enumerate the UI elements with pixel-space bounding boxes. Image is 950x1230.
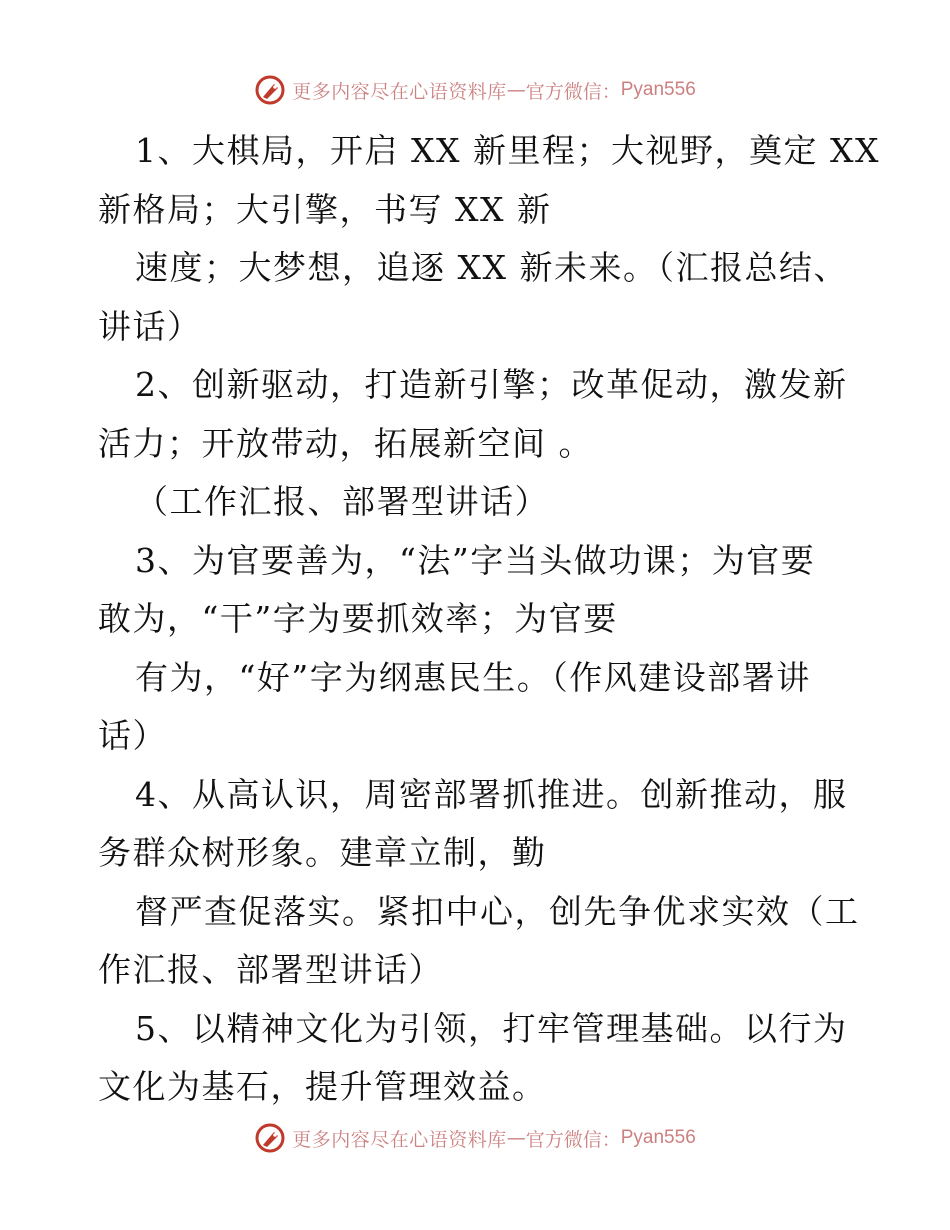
text-line: 4、从高认识，周密部署抓推进。创新推动，服 [135,774,848,814]
text-line: 3、为官要善为，“法”字当头做功课；为官要 [135,540,816,580]
text-line: 作汇报、部署型讲话） [98,950,443,989]
text-line: 话） [98,716,167,755]
text-line: 新格局；大引擎，书写 XX 新 [98,189,552,229]
text-line: 督严查促落实。紧扣中心，创先争优求实效（工 [135,891,860,931]
text-line: 活力；开放带动，拓展新空间 。 [98,423,593,463]
text-line: 1、大棋局，开启 XX 新里程；大视野，奠定 XX [135,131,880,170]
banner-separator: — [506,79,526,101]
banner-slogan: 更多内容尽在心语资料库 [292,1128,507,1151]
banner-wechat-id: Pyan556 [620,1127,696,1148]
banner-wechat-label: 官方微信： [525,1128,621,1151]
text-line: 务群众树形象。建章立制，勤 [98,833,547,872]
text-line: 速度；大梦想，追逐 XX 新未来。（汇报总结、 [135,248,848,287]
text-line: （工作汇报、部署型讲话） [135,482,549,521]
banner-separator: — [506,1127,526,1149]
pen-nib-logo-icon [254,74,286,106]
text-line: 有为，“好”字为纲惠民生。（作风建设部署讲 [135,657,811,697]
text-line: 敢为，“干”字为要抓效率；为官要 [98,599,618,638]
document-body [98,122,880,1117]
pen-nib-logo-icon [254,1122,286,1154]
text-line: 5、以精神文化为引领，打牢管理基础。以行为 [135,1008,848,1048]
banner-wechat-id: Pyan556 [620,79,696,100]
banner-wechat-label: 官方微信： [525,80,621,103]
header-banner [0,70,950,110]
text-line: 2、创新驱动，打造新引擎；改革促动，激发新 [135,365,848,404]
footer-banner [0,1118,950,1158]
text-line: 讲话） [98,306,202,346]
text-line: 文化为基石，提升管理效益。 [98,1067,547,1106]
banner-slogan: 更多内容尽在心语资料库 [292,80,507,103]
